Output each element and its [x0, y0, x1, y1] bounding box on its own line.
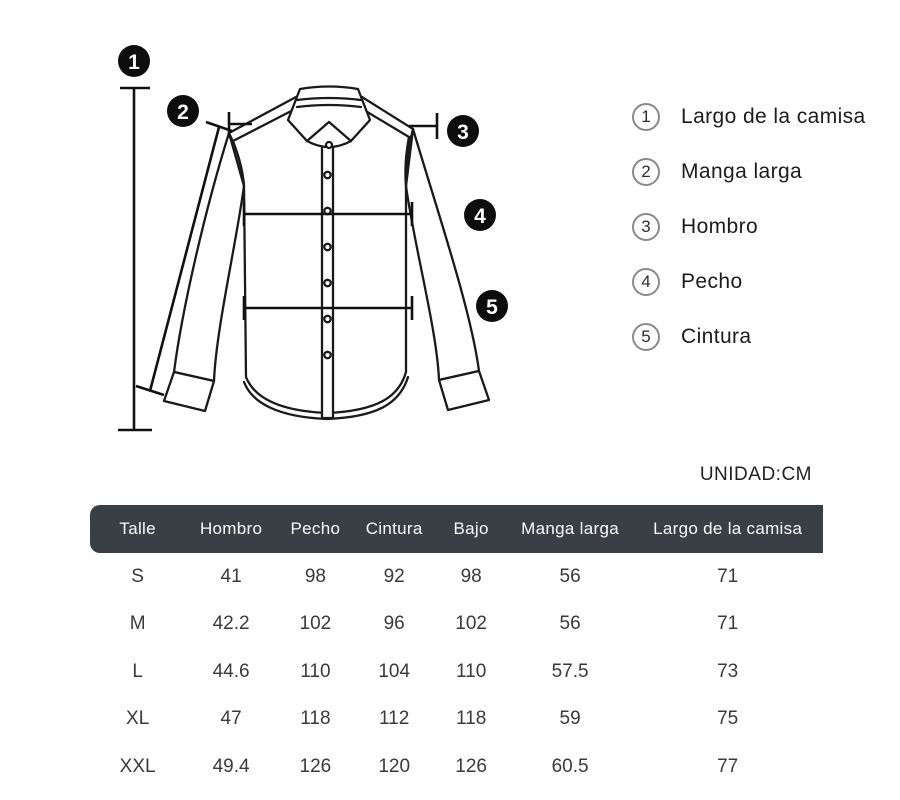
cell-cintura: 96 — [383, 613, 405, 635]
cell-size: L — [132, 660, 143, 682]
cell-bajo: 126 — [455, 755, 487, 777]
legend-item-manga — [632, 157, 866, 186]
table-row-xxl — [90, 743, 823, 791]
right-sleeve — [406, 129, 479, 380]
table-row-s — [90, 553, 823, 601]
cell-hombro: 41 — [220, 565, 242, 587]
cell-largo: 73 — [717, 660, 739, 682]
marker-1-badge — [118, 45, 150, 77]
legend-circle-4: 4 — [632, 268, 660, 296]
cell-bajo: 102 — [455, 613, 487, 635]
legend-circle-3: 3 — [632, 213, 660, 241]
shirt-drawing — [164, 87, 489, 420]
marker-5-badge — [476, 290, 508, 322]
legend-label-largo: Largo de la camisa — [681, 104, 866, 128]
cell-largo: 77 — [717, 755, 739, 777]
cell-bajo: 118 — [455, 708, 487, 730]
col-header-largo-camisa: Largo de la camisa — [653, 519, 803, 538]
cell-hombro: 42.2 — [212, 613, 250, 635]
marker-3-badge — [447, 115, 479, 147]
table-row-m — [90, 601, 823, 649]
legend-label-pecho: Pecho — [681, 269, 743, 293]
marker-4-number: 4 — [474, 205, 486, 228]
col-header-hombro: Hombro — [199, 519, 263, 538]
cell-pecho: 118 — [300, 708, 331, 730]
col-header-manga-larga: Manga larga — [521, 519, 619, 538]
size-table — [90, 505, 823, 791]
col-header-talle: Talle — [119, 519, 156, 538]
cell-cintura: 104 — [378, 660, 411, 682]
col-header-pecho: Pecho — [290, 519, 341, 538]
cell-hombro: 47 — [220, 708, 242, 730]
cell-size: XXL — [119, 755, 156, 777]
legend-circle-2: 2 — [632, 158, 660, 186]
cell-size: XL — [126, 708, 150, 730]
legend-item-pecho — [632, 267, 866, 296]
legend-label-hombro: Hombro — [681, 214, 759, 238]
table-row-l — [90, 648, 823, 696]
cell-cintura: 112 — [379, 708, 410, 730]
marker-1-number: 1 — [128, 51, 140, 74]
cell-manga: 60.5 — [551, 755, 589, 777]
marker-4-badge — [464, 199, 496, 231]
cell-hombro: 44.6 — [212, 660, 250, 682]
size-table-header — [90, 505, 823, 553]
cell-pecho: 98 — [304, 565, 326, 587]
shirt-measurement-diagram — [0, 0, 560, 460]
legend-item-largo — [632, 102, 866, 131]
cell-largo: 71 — [717, 613, 739, 635]
collar-button — [326, 142, 332, 148]
legend-item-cintura — [632, 322, 866, 351]
cell-manga: 59 — [559, 708, 581, 730]
legend-circle-5: 5 — [632, 323, 660, 351]
cell-pecho: 110 — [300, 660, 331, 682]
marker-2-number: 2 — [177, 101, 189, 124]
cell-manga: 56 — [559, 613, 581, 635]
table-row-xl — [90, 696, 823, 744]
cell-hombro: 49.4 — [212, 755, 250, 777]
cell-largo: 71 — [717, 565, 739, 587]
legend-label-manga: Manga larga — [681, 159, 803, 183]
cell-pecho: 102 — [299, 613, 332, 635]
cell-manga: 56 — [559, 565, 581, 587]
cell-cintura: 92 — [383, 565, 405, 587]
cell-bajo: 110 — [455, 660, 487, 682]
legend-circle-1: 1 — [632, 103, 660, 131]
cell-manga: 57.5 — [551, 660, 589, 682]
legend-label-cintura: Cintura — [681, 324, 752, 348]
col-header-cintura: Cintura — [365, 519, 423, 538]
marker-3-number: 3 — [457, 121, 469, 144]
cell-cintura: 120 — [378, 755, 411, 777]
cell-bajo: 98 — [460, 565, 482, 587]
cell-largo: 75 — [717, 708, 739, 730]
cell-size: S — [131, 565, 144, 587]
cell-pecho: 126 — [299, 755, 332, 777]
measurement-legend — [632, 102, 866, 377]
marker-2-badge — [167, 95, 199, 127]
unit-label: UNIDAD:CM — [699, 464, 812, 485]
legend-item-hombro — [632, 212, 866, 241]
cell-size: M — [129, 613, 146, 635]
col-header-bajo: Bajo — [453, 519, 489, 538]
marker-5-number: 5 — [486, 296, 498, 319]
length-measure-line — [118, 88, 152, 430]
